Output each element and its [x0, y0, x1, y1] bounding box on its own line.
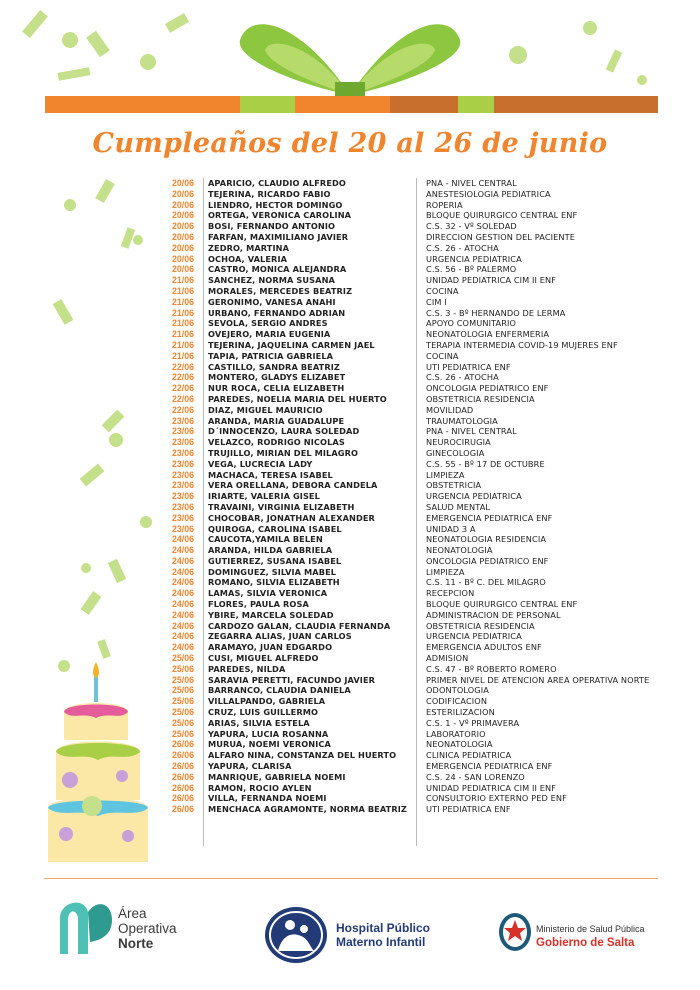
list-item [150, 394, 680, 405]
employee-unit: C.S. 32 - Vº SOLEDAD [426, 221, 517, 232]
employee-name: SANCHEZ, NORMA SUSANA [208, 275, 335, 286]
employee-unit: PNA - NIVEL CENTRAL [426, 178, 517, 188]
employee-name: GERONIMO, VANESA ANAHI [208, 296, 336, 307]
list-item [150, 642, 680, 653]
birthday-date: 21/06 [171, 296, 194, 307]
employee-unit: NEONATOLOGIA RESIDENCIA [426, 534, 547, 545]
birthday-date: 26/06 [171, 750, 194, 761]
employee-unit: CLINICA PEDIATRICA [426, 750, 512, 761]
employee-name: OCHOA, VALERIA [208, 253, 288, 264]
employee-name: TRAVAINI, VIRGINIA ELIZABETH [208, 501, 355, 512]
list-item [150, 264, 680, 275]
employee-unit: CONSULTORIO EXTERNO PED ENF [426, 793, 567, 804]
employee-unit: LABORATORIO [426, 728, 486, 739]
birthday-date: 20/06 [171, 231, 194, 242]
employee-name: ZEGARRA ALIAS, JUAN CARLOS [208, 631, 352, 642]
employee-name: CHOCOBAR, JONATHAN ALEXANDER [208, 512, 375, 523]
aon-logo-text [118, 906, 177, 951]
employee-unit: RECEPCION [426, 588, 475, 599]
list-item [150, 739, 680, 750]
employee-name: FARFAN, MAXIMILIANO JAVIER [208, 231, 349, 242]
employee-unit: C.S. 3 - Bº HERNANDO DE LERMA [426, 307, 566, 318]
list-item [150, 621, 680, 632]
employee-name: TEJERINA, RICARDO FABIO [208, 188, 331, 199]
employee-unit: ADMISION [426, 653, 469, 664]
employee-name: SARAVIA PERETTI, FACUNDO JAVIER [208, 674, 376, 685]
employee-unit: ADMINISTRACION DE PERSONAL [426, 609, 561, 620]
birthday-date: 25/06 [171, 728, 194, 739]
employee-unit: BLOQUE QUIRURGICO CENTRAL ENF [426, 210, 578, 221]
hospital-logo-text [336, 921, 430, 949]
employee-name: CUSI, MIGUEL ALFREDO [208, 653, 319, 664]
employee-unit: UNIDAD 3 A [426, 523, 476, 534]
employee-name: MORALES, MERCEDES BEATRIZ [208, 285, 353, 296]
employee-unit: C.S. 24 - SAN LORENZO [426, 771, 525, 782]
birthday-date: 20/06 [171, 178, 194, 188]
aon-line1: Área [118, 906, 147, 921]
birthday-date: 24/06 [171, 588, 194, 599]
birthday-date: 22/06 [171, 404, 194, 415]
employee-unit: ONCOLOGIA PEDIATRICO ENF [426, 555, 549, 566]
employee-name: YAPURA, CLARISA [208, 761, 292, 772]
employee-unit: TRAUMATOLOGIA [426, 415, 498, 426]
list-item [150, 772, 680, 783]
gobierno-line2: Gobierno de Salta [536, 937, 635, 949]
list-item [150, 545, 680, 556]
employee-unit: APOYO COMUNITARIO [426, 318, 517, 329]
list-item [150, 318, 680, 329]
list-item [150, 631, 680, 642]
employee-unit: CIM I [426, 296, 447, 307]
birthday-date: 20/06 [171, 242, 194, 253]
birthday-date: 21/06 [171, 339, 194, 350]
employee-unit: C.S. 26 - ATOCHA [426, 372, 499, 383]
employee-unit: URGENCIA PEDIATRICA [426, 631, 522, 642]
list-item [150, 610, 680, 621]
employee-unit: OBSTETRICIA RESIDENCIA [426, 620, 535, 631]
birthday-date: 25/06 [171, 685, 194, 696]
list-item [150, 718, 680, 729]
birthday-date: 20/06 [171, 199, 194, 210]
employee-name: CASTRO, MONICA ALEJANDRA [208, 264, 347, 275]
list-item [150, 502, 680, 513]
list-item [150, 243, 680, 254]
birthday-date: 25/06 [171, 717, 194, 728]
list-item [150, 664, 680, 675]
birthday-date: 24/06 [171, 577, 194, 588]
list-item [150, 524, 680, 535]
list-item [150, 340, 680, 351]
employee-name: BOSI, FERNANDO ANTONIO [208, 221, 336, 232]
list-item [150, 685, 680, 696]
list-item [150, 783, 680, 794]
employee-unit: UNIDAD PEDIATRICA CIM II ENF [426, 275, 557, 286]
birthday-date: 26/06 [171, 739, 194, 750]
birthday-date: 26/06 [171, 782, 194, 793]
birthday-date: 25/06 [171, 653, 194, 664]
employee-name: MONTERO, GLADYS ELIZABET [208, 372, 346, 383]
list-item [150, 556, 680, 567]
hospital-line1: Hospital Público [336, 921, 431, 935]
birthday-date: 26/06 [171, 761, 194, 772]
aon-line3: Norte [118, 936, 154, 951]
employee-unit: SALUD MENTAL [426, 501, 491, 512]
birthday-date: 23/06 [171, 415, 194, 426]
birthday-date: 24/06 [171, 545, 194, 556]
employee-name: ALFARO NINA, CONSTANZA DEL HUERTO [208, 750, 397, 761]
birthday-date: 22/06 [171, 383, 194, 394]
birthday-cake-icon [48, 662, 148, 862]
employee-name: VERA ORELLANA, DEBORA CANDELA [208, 480, 378, 491]
list-item [150, 696, 680, 707]
gobierno-salta-seal-icon [498, 912, 532, 952]
employee-unit: C.S. 56 - Bº PALERMO [426, 264, 517, 275]
birthday-date: 24/06 [171, 566, 194, 577]
employee-unit: LIMPIEZA [426, 566, 465, 577]
birthday-date: 21/06 [171, 350, 194, 361]
birthday-date: 21/06 [171, 275, 194, 286]
employee-unit: EMERGENCIA PEDIATRICA ENF [426, 761, 553, 772]
employee-name: GUTIERREZ, SUSANA ISABEL [208, 555, 342, 566]
list-item [150, 480, 680, 491]
birthday-date: 24/06 [171, 642, 194, 653]
employee-name: MURUA, NOEMI VERONICA [208, 739, 331, 750]
employee-name: ORTEGA, VERONICA CAROLINA [208, 210, 352, 221]
list-item [150, 750, 680, 761]
list-item [150, 448, 680, 459]
list-item [150, 577, 680, 588]
employee-unit: URGENCIA PEDIATRICA [426, 253, 522, 264]
birthday-date: 20/06 [171, 210, 194, 221]
employee-unit: C.S. 11 - Bº C. DEL MILAGRO [426, 577, 546, 588]
employee-name: CASTILLO, SANDRA BEATRIZ [208, 361, 340, 372]
birthday-date: 24/06 [171, 599, 194, 610]
birthday-date: 24/06 [171, 631, 194, 642]
employee-unit: LIMPIEZA [426, 469, 465, 480]
birthday-date: 22/06 [171, 372, 194, 383]
birthday-date: 20/06 [171, 253, 194, 264]
employee-name: MENCHACA AGRAMONTE, NORMA BEATRIZ [208, 804, 407, 815]
birthday-date: 21/06 [171, 285, 194, 296]
list-item [150, 804, 680, 815]
list-item [150, 707, 680, 718]
birthday-date: 23/06 [171, 458, 194, 469]
birthday-date: 23/06 [171, 469, 194, 480]
list-item [150, 275, 680, 286]
birthday-date: 23/06 [171, 501, 194, 512]
employee-unit: URGENCIA PEDIATRICA [426, 491, 522, 502]
list-item [150, 210, 680, 221]
employee-unit: ONCOLOGIA PEDIATRICO ENF [426, 383, 549, 394]
birthday-date: 26/06 [171, 771, 194, 782]
list-item [150, 405, 680, 416]
birthday-date: 20/06 [171, 188, 194, 199]
employee-name: LAMAS, SILVIA VERONICA [208, 588, 328, 599]
employee-unit: MOVILIDAD [426, 404, 474, 415]
birthday-date: 25/06 [171, 663, 194, 674]
birthday-date: 25/06 [171, 707, 194, 718]
employee-name: APARICIO, CLAUDIO ALFREDO [208, 178, 346, 188]
birthday-date: 26/06 [171, 793, 194, 804]
birthday-date: 24/06 [171, 609, 194, 620]
employee-unit: C.S. 55 - Bº 17 DE OCTUBRE [426, 458, 545, 469]
list-item [150, 254, 680, 265]
employee-unit: NEUROCIRUGIA [426, 437, 491, 448]
list-item [150, 383, 680, 394]
employee-unit: C.S. 26 - ATOCHA [426, 242, 499, 253]
employee-name: MACHACA, TERESA ISABEL [208, 469, 333, 480]
employee-unit: EMERGENCIA ADULTOS ENF [426, 642, 542, 653]
list-item [150, 178, 680, 189]
employee-name: ARAMAYO, JUAN EDGARDO [208, 642, 333, 653]
birthday-date: 21/06 [171, 318, 194, 329]
birthday-list [150, 178, 680, 815]
employee-unit: ROPERIA [426, 199, 463, 210]
list-item [150, 221, 680, 232]
area-operativa-norte-logo-icon [54, 894, 114, 956]
list-item [150, 286, 680, 297]
list-item [150, 372, 680, 383]
gift-bow-icon [240, 24, 461, 96]
employee-name: LIENDRO, HECTOR DOMINGO [208, 199, 343, 210]
list-item [150, 588, 680, 599]
employee-name: OVEJERO, MARIA EUGENIA [208, 329, 331, 340]
list-item [150, 534, 680, 545]
list-item [150, 232, 680, 243]
employee-unit: TERAPIA INTERMEDIA COVID-19 MUJERES ENF [426, 339, 618, 350]
birthday-date: 20/06 [171, 221, 194, 232]
employee-unit: PRIMER NIVEL DE ATENCION AREA OPERATIVA NORTE [426, 674, 650, 685]
employee-name: VEGA, LUCRECIA LADY [208, 458, 313, 469]
birthday-date: 21/06 [171, 307, 194, 318]
birthday-date: 24/06 [171, 555, 194, 566]
list-item [150, 675, 680, 686]
list-item [150, 308, 680, 319]
employee-name: SEVOLA, SERGIO ANDRES [208, 318, 328, 329]
employee-name: TAPIA, PATRICIA GABRIELA [208, 350, 334, 361]
employee-name: CARDOZO GALAN, CLAUDIA FERNANDA [208, 620, 391, 631]
list-item [150, 189, 680, 200]
list-item [150, 351, 680, 362]
employee-unit: BLOQUE QUIRURGICO CENTRAL ENF [426, 599, 578, 610]
employee-name: YAPURA, LUCIA ROSANNA [208, 728, 329, 739]
employee-unit: C.S. 47 - Bº ROBERTO ROMERO [426, 663, 557, 674]
list-item [150, 470, 680, 481]
list-item [150, 437, 680, 448]
employee-unit: OBSTETRICIA RESIDENCIA [426, 393, 535, 404]
employee-unit: UNIDAD PEDIATRICA CIM II ENF [426, 782, 557, 793]
hospital-logo-icon [264, 905, 328, 965]
employee-unit: PNA - NIVEL CENTRAL [426, 426, 517, 437]
birthday-date: 23/06 [171, 437, 194, 448]
list-item [150, 329, 680, 340]
birthday-date: 25/06 [171, 674, 194, 685]
birthday-date: 23/06 [171, 523, 194, 534]
employee-unit: NEONATOLOGIA ENFERMERIA [426, 329, 550, 340]
employee-name: ROMANO, SILVIA ELIZABETH [208, 577, 340, 588]
birthday-date: 23/06 [171, 447, 194, 458]
employee-unit: NEONATOLOGIA [426, 545, 493, 556]
list-item [150, 793, 680, 804]
list-item [150, 653, 680, 664]
list-item [150, 491, 680, 502]
list-item [150, 729, 680, 740]
birthday-date: 23/06 [171, 491, 194, 502]
list-item [150, 513, 680, 524]
employee-name: YBIRE, MARCELA SOLEDAD [208, 609, 334, 620]
employee-name: VILLA, FERNANDA NOEMI [208, 793, 327, 804]
hospital-line2: Materno Infantil [336, 935, 426, 949]
employee-name: QUIROGA, CAROLINA ISABEL [208, 523, 342, 534]
list-item [150, 599, 680, 610]
birthday-date: 22/06 [171, 393, 194, 404]
employee-unit: UTI PEDIATRICA ENF [426, 361, 511, 372]
employee-name: DOMINGUEZ, SILVIA MABEL [208, 566, 337, 577]
birthday-date: 20/06 [171, 264, 194, 275]
page-title: Cumpleaños del 20 al 26 de junio [92, 128, 608, 159]
birthday-date: 25/06 [171, 696, 194, 707]
employee-name: ARANDA, MARIA GUADALUPE [208, 415, 345, 426]
employee-name: DIAZ, MIGUEL MAURICIO [208, 404, 323, 415]
birthday-date: 24/06 [171, 534, 194, 545]
employee-name: CAUCOTA,YAMILA BELEN [208, 534, 323, 545]
birthday-date: 23/06 [171, 512, 194, 523]
employee-name: NUR ROCA, CELIA ELIZABETH [208, 383, 345, 394]
list-item [150, 761, 680, 772]
employee-unit: CODIFICACION [426, 696, 488, 707]
employee-name: FLORES, PAULA ROSA [208, 599, 309, 610]
list-item [150, 426, 680, 437]
employee-name: ARIAS, SILVIA ESTELA [208, 717, 310, 728]
birthday-date: 23/06 [171, 480, 194, 491]
employee-name: VELAZCO, RODRIGO NICOLAS [208, 437, 345, 448]
employee-name: MANRIQUE, GABRIELA NOEMI [208, 771, 346, 782]
list-item [150, 297, 680, 308]
employee-unit: C.S. 1 - Vº PRIMAVERA [426, 717, 520, 728]
aon-line2: Operativa [118, 921, 177, 936]
birthday-date: 22/06 [171, 361, 194, 372]
employee-unit: UTI PEDIATRICA ENF [426, 804, 511, 815]
birthday-date: 23/06 [171, 426, 194, 437]
employee-name: TRUJILLO, MIRIAN DEL MILAGRO [208, 447, 359, 458]
employee-unit: ODONTOLOGIA [426, 685, 489, 696]
employee-name: ZEDRO, MARTINA [208, 242, 290, 253]
employee-name: PAREDES, NOELIA MARIA DEL HUERTO [208, 393, 387, 404]
employee-unit: NEONATOLOGIA [426, 739, 493, 750]
employee-unit: GINECOLOGIA [426, 447, 485, 458]
employee-name: IRIARTE, VALERIA GISEL [208, 491, 320, 502]
employee-name: RAMON, ROCIO AYLEN [208, 782, 312, 793]
employee-unit: ESTERILIZACION [426, 707, 495, 718]
employee-name: D´INNOCENZO, LAURA SOLEDAD [208, 426, 360, 437]
birthday-date: 24/06 [171, 620, 194, 631]
list-item [150, 362, 680, 373]
employee-unit: DIRECCION GESTION DEL PACIENTE [426, 231, 576, 242]
employee-name: TEJERINA, JAQUELINA CARMEN JAEL [208, 339, 375, 350]
employee-name: VILLALPANDO, GABRIELA [208, 696, 326, 707]
list-item [150, 459, 680, 470]
birthday-date: 21/06 [171, 329, 194, 340]
employee-unit: COCINA [426, 350, 459, 361]
employee-unit: EMERGENCIA PEDIATRICA ENF [426, 512, 553, 523]
list-item [150, 200, 680, 211]
employee-name: CRUZ, LUIS GUILLERMO [208, 707, 319, 718]
employee-unit: COCINA [426, 285, 459, 296]
employee-name: URBANO, FERNANDO ADRIAN [208, 307, 346, 318]
gobierno-line1: Ministerio de Salud Pública [536, 924, 645, 934]
employee-name: ARANDA, HILDA GABRIELA [208, 545, 333, 556]
footer-divider [44, 878, 658, 879]
gift-ribbon [45, 96, 658, 113]
employee-unit: ANESTESIOLOGIA PEDIATRICA [426, 188, 551, 199]
employee-unit: OBSTETRICIA [426, 480, 482, 491]
gobierno-logo-text [536, 922, 645, 950]
list-item [150, 416, 680, 427]
employee-name: BARRANCO, CLAUDIA DANIELA [208, 685, 351, 696]
birthday-date: 26/06 [171, 804, 194, 815]
employee-name: PAREDES, NILDA [208, 663, 286, 674]
list-item [150, 567, 680, 578]
